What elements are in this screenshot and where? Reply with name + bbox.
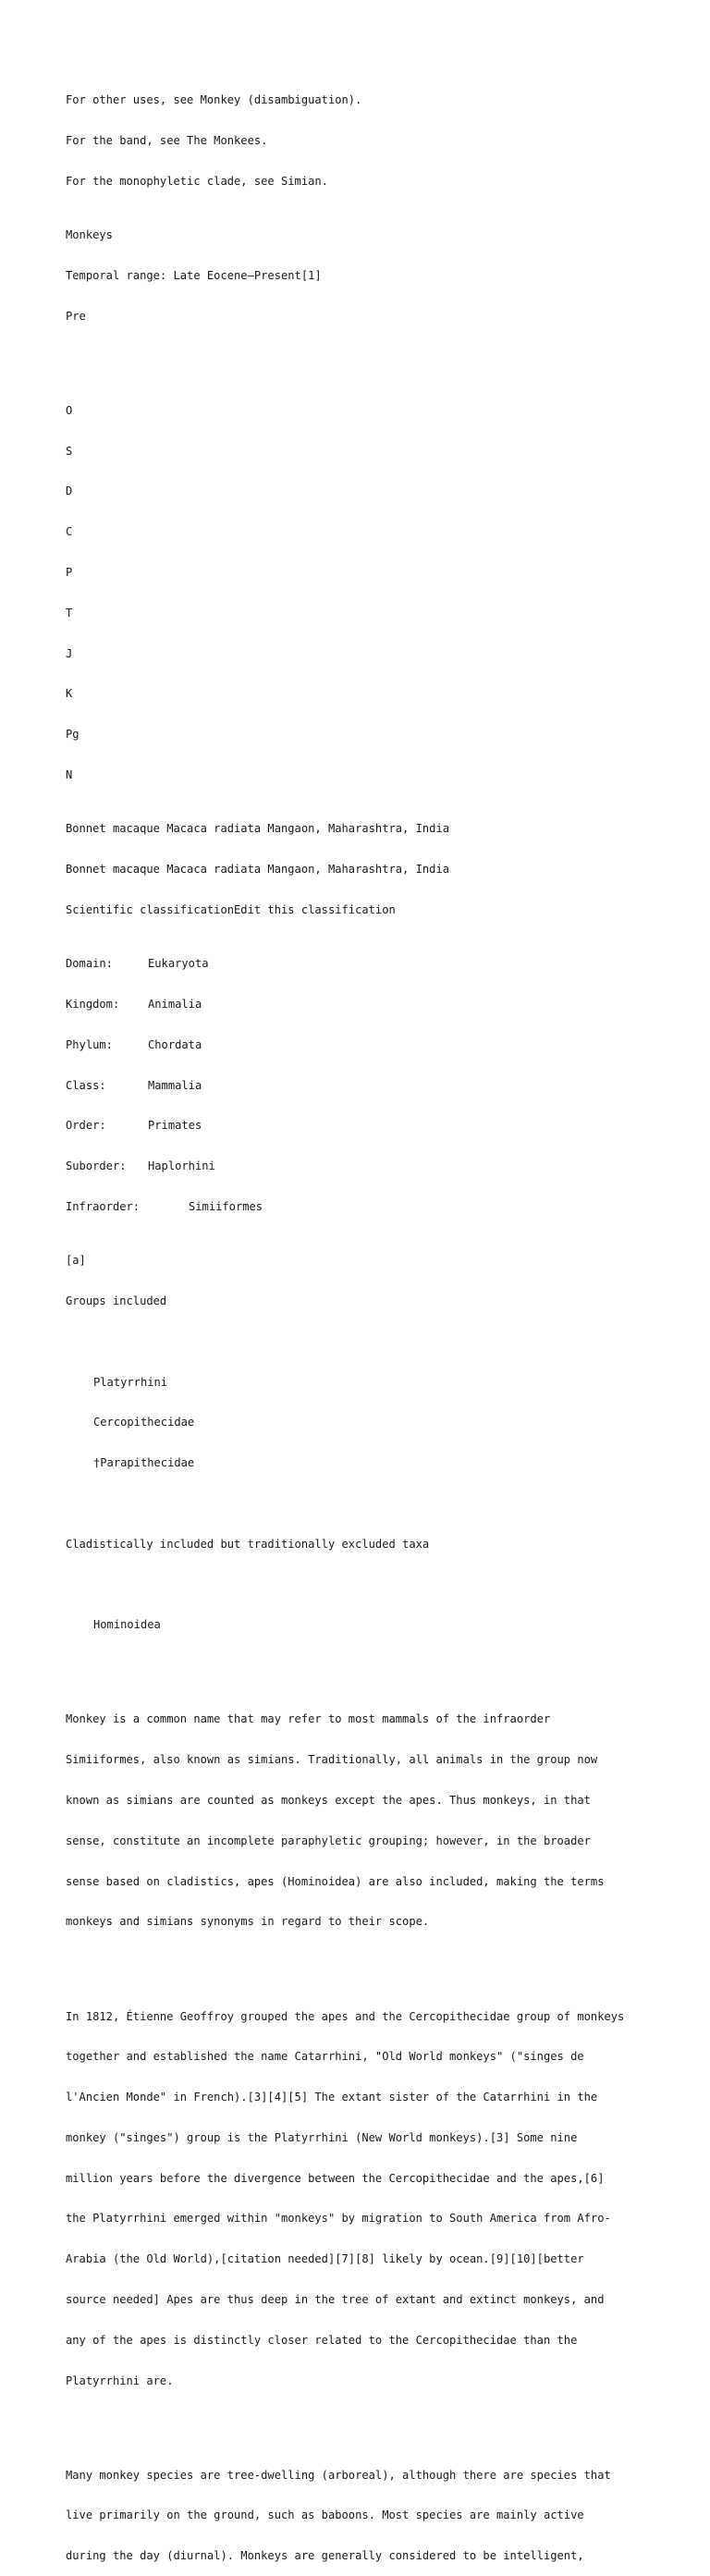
spacer <box>66 1578 657 1592</box>
paragraph-line: Many monkey species are tree-dwelling (arboreal), although there are species that <box>66 2468 611 2482</box>
excluded-item: Hominoidea <box>93 1618 161 1632</box>
spacer <box>66 1956 657 1969</box>
timeline-period: J <box>66 646 73 660</box>
taxonomy-value: Primates <box>148 1119 202 1133</box>
infobox-title: Monkeys <box>66 228 113 242</box>
paragraph-line: live primarily on the ground, such as baboons. Most species are mainly active <box>66 2509 584 2522</box>
taxonomy-rank: Class: <box>66 1078 106 1092</box>
taxonomy-row-order <box>66 1119 657 1133</box>
taxonomy-row-infraorder <box>66 1200 657 1214</box>
paragraph-line: during the day (diurnal). Monkeys are generally considered to be intelligent, <box>66 2549 584 2563</box>
timeline-period: C <box>66 525 73 539</box>
taxonomy-rank: Order: <box>66 1119 106 1133</box>
timeline-period: T <box>66 606 73 619</box>
paragraph-line: million years before the divergence between the Cercopithecidae and the apes,[6] <box>66 2171 605 2185</box>
timeline-period: S <box>66 444 73 458</box>
temporal-range: Temporal range: Late Eocene–Present[1] <box>66 268 322 282</box>
taxonomy-value: Haplorhini <box>148 1159 215 1173</box>
paragraph-line: together and established the name Catarrhini, "Old World monkeys" ("singes de <box>66 2050 584 2064</box>
hatnote-band: For the band, see The Monkees. <box>66 133 268 147</box>
excluded-taxa-label: Cladistically included but traditionally excluded taxa <box>66 1537 430 1551</box>
taxonomy-value: Animalia <box>148 997 202 1011</box>
taxonomy-row-class <box>66 1079 657 1093</box>
paragraph-line: monkey ("singes") group is the Platyrrhini (New World monkeys).[3] Some nine <box>66 2130 578 2144</box>
timeline-period: N <box>66 767 73 781</box>
groups-included-label: Groups included <box>66 1294 167 1308</box>
taxonomy-value: Simiiformes <box>189 1199 263 1213</box>
taxonomy-rank: Suborder: <box>66 1159 127 1173</box>
timeline-period: K <box>66 687 73 701</box>
spacer <box>66 1497 657 1511</box>
paragraph-line: l'Ancien Monde" in French).[3][4][5] The extant sister of the Catarrhini in the <box>66 2091 598 2104</box>
document-page <box>66 67 657 2576</box>
taxonomy-row-kingdom <box>66 998 657 1012</box>
taxonomy-row-domain <box>66 957 657 971</box>
paragraph-line: known as simians are counted as monkeys except the apes. Thus monkeys, in that <box>66 1794 591 1807</box>
spacer <box>66 2414 657 2428</box>
timeline-period: P <box>66 565 73 579</box>
group-item: Platyrrhini <box>93 1375 168 1389</box>
group-item: Cercopithecidae <box>93 1416 195 1429</box>
taxonomy-value: Eukaryota <box>148 957 209 971</box>
paragraph-line: Monkey is a common name that may refer to most mammals of the infraorder <box>66 1712 551 1726</box>
image-caption: Bonnet macaque Macaca radiata Mangaon, Maharashtra, India <box>66 863 450 877</box>
paragraph-line: any of the apes is distinctly closer related to the Cercopithecidae than the <box>66 2333 578 2347</box>
taxonomy-value: Chordata <box>148 1037 202 1051</box>
timeline-period: Pg <box>66 728 80 742</box>
paragraph-line: the Platyrrhini emerged within "monkeys" by migration to South America from Afro- <box>66 2212 611 2226</box>
timeline-period: D <box>66 485 73 498</box>
paragraph-line: Simiiformes, also known as simians. Traditionally, all animals in the group now <box>66 1753 598 1767</box>
paragraph-line: In 1812, Étienne Geoffroy grouped the apes and the Cercopithecidae group of monkeys <box>66 2009 625 2023</box>
classification-header: Scientific classificationEdit this classification <box>66 902 396 916</box>
taxonomy-row-phylum <box>66 1038 657 1052</box>
spacer <box>66 1659 657 1673</box>
group-item: †Parapithecidae <box>93 1456 195 1470</box>
paragraph-line: Arabia (the Old World),[citation needed][7][8] likely by ocean.[9][10][better <box>66 2252 584 2266</box>
hatnote-disambiguation: For other uses, see Monkey (disambiguation). <box>66 93 362 107</box>
taxonomy-rank: Phylum: <box>66 1037 113 1051</box>
hatnote-simian: For the monophyletic clade, see Simian. <box>66 174 328 188</box>
paragraph-line: source needed] Apes are thus deep in the tree of extant and extinct monkeys, and <box>66 2292 605 2306</box>
spacer <box>66 1335 657 1349</box>
spacer <box>66 350 657 363</box>
paragraph-line: monkeys and simians synonyms in regard to their scope. <box>66 1915 430 1929</box>
taxonomy-rank: Infraorder: <box>66 1199 141 1213</box>
paragraph-line: sense based on cladistics, apes (Hominoidea) are also included, making the terms <box>66 1874 605 1888</box>
taxonomy-rank: Kingdom: <box>66 997 120 1011</box>
timeline-pre: Pre <box>66 309 86 323</box>
paragraph-line: sense, constitute an incomplete paraphyletic grouping; however, in the broader <box>66 1834 591 1847</box>
image-caption: Bonnet macaque Macaca radiata Mangaon, Maharashtra, India <box>66 822 450 836</box>
footnote-marker: [a] <box>66 1254 86 1268</box>
taxonomy-row-suborder <box>66 1159 657 1173</box>
taxonomy-value: Mammalia <box>148 1078 202 1092</box>
timeline-period: O <box>66 403 73 417</box>
taxonomy-rank: Domain: <box>66 957 113 971</box>
paragraph-line: Platyrrhini are. <box>66 2374 174 2387</box>
